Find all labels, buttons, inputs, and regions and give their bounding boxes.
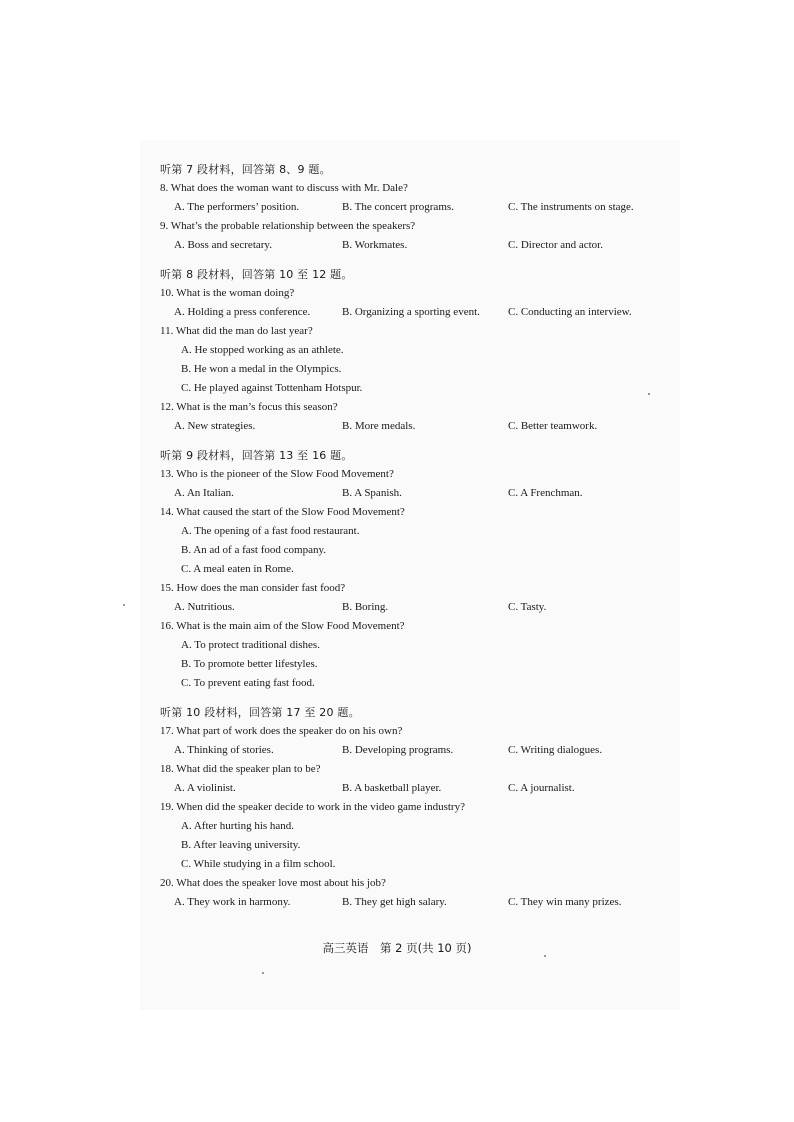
option-c: C. A Frenchman. — [508, 487, 583, 499]
question-stem: 17. What part of work does the speaker do on his own? — [160, 725, 403, 737]
section-9 — [160, 446, 660, 693]
options-row — [160, 303, 660, 322]
question-11 — [160, 322, 660, 398]
section-10 — [160, 703, 660, 912]
option-b: B. Organizing a sporting event. — [342, 306, 480, 318]
question-stem: 12. What is the man’s focus this season? — [160, 401, 338, 413]
section-header: 听第 10 段材料，回答第 17 至 20 题。 — [160, 706, 360, 719]
question-stem: 8. What does the woman want to discuss with Mr. Dale? — [160, 182, 408, 194]
question-stem: 11. What did the man do last year? — [160, 325, 313, 337]
option-c: C. To prevent eating fast food. — [181, 677, 315, 689]
option-b: B. Developing programs. — [342, 744, 454, 756]
scan-speck — [648, 393, 650, 395]
option-b: B. He won a medal in the Olympics. — [181, 363, 342, 375]
scan-speck — [123, 604, 125, 606]
question-stem: 9. What’s the probable relationship between the speakers? — [160, 220, 416, 232]
option-c: C. A journalist. — [508, 782, 575, 794]
question-19 — [160, 798, 660, 874]
option-c: C. Writing dialogues. — [508, 744, 603, 756]
question-stem: 14. What caused the start of the Slow Food Movement? — [160, 506, 405, 518]
question-12 — [160, 398, 660, 436]
option-a: A. The opening of a fast food restaurant. — [181, 525, 360, 537]
option-a: A. Nutritious. — [174, 601, 235, 613]
options-column — [160, 817, 660, 874]
section-header: 听第 7 段材料，回答第 8、9 题。 — [160, 163, 331, 176]
option-b: B. To promote better lifestyles. — [181, 658, 318, 670]
option-c: C. The instruments on stage. — [508, 201, 634, 213]
option-b: B. The concert programs. — [342, 201, 454, 213]
question-8 — [160, 179, 660, 217]
question-10 — [160, 284, 660, 322]
option-a: A. Boss and secretary. — [174, 239, 272, 251]
option-c: C. Tasty. — [508, 601, 547, 613]
options-row — [160, 741, 660, 760]
options-column — [160, 636, 660, 693]
option-a: A. An Italian. — [174, 487, 234, 499]
option-c: C. While studying in a film school. — [181, 858, 336, 870]
option-c: C. A meal eaten in Rome. — [181, 563, 294, 575]
option-c: C. Director and actor. — [508, 239, 603, 251]
option-c: C. Better teamwork. — [508, 420, 598, 432]
option-b: B. An ad of a fast food company. — [181, 544, 327, 556]
question-stem: 16. What is the main aim of the Slow Food Movement? — [160, 620, 405, 632]
options-row — [160, 484, 660, 503]
question-9 — [160, 217, 660, 255]
section-header: 听第 8 段材料，回答第 10 至 12 题。 — [160, 268, 353, 281]
option-b: B. Boring. — [342, 601, 389, 613]
question-16 — [160, 617, 660, 693]
question-13 — [160, 465, 660, 503]
question-15 — [160, 579, 660, 617]
question-stem: 13. Who is the pioneer of the Slow Food Movement? — [160, 468, 394, 480]
question-14 — [160, 503, 660, 579]
scan-speck — [262, 972, 264, 974]
option-c: C. Conducting an interview. — [508, 306, 632, 318]
options-row — [160, 236, 660, 255]
page-footer: 高三英语 第 2 页(共 10 页) — [322, 941, 472, 955]
question-stem: 18. What did the speaker plan to be? — [160, 763, 321, 775]
option-b: B. After leaving university. — [181, 839, 301, 851]
option-b: B. Workmates. — [342, 239, 408, 251]
question-17 — [160, 722, 660, 760]
option-a: A. Holding a press conference. — [174, 306, 311, 318]
options-row — [160, 779, 660, 798]
option-a: A. After hurting his hand. — [181, 820, 295, 832]
option-c: C. He played against Tottenham Hotspur. — [181, 382, 363, 394]
options-row — [160, 893, 660, 912]
question-stem: 19. When did the speaker decide to work in the video game industry? — [160, 801, 465, 813]
question-stem: 20. What does the speaker love most about his job? — [160, 877, 386, 889]
options-row — [160, 198, 660, 217]
option-a: A. The performers’ position. — [174, 201, 300, 213]
options-row — [160, 417, 660, 436]
option-b: B. More medals. — [342, 420, 416, 432]
option-a: A. Thinking of stories. — [174, 744, 274, 756]
section-7 — [160, 160, 660, 255]
section-8 — [160, 265, 660, 436]
question-20 — [160, 874, 660, 912]
question-18 — [160, 760, 660, 798]
option-a: A. To protect traditional dishes. — [181, 639, 320, 651]
option-a: A. A violinist. — [174, 782, 236, 794]
option-a: A. He stopped working as an athlete. — [181, 344, 344, 356]
listening-questions — [160, 160, 660, 922]
options-column — [160, 522, 660, 579]
option-a: A. They work in harmony. — [174, 896, 291, 908]
options-column — [160, 341, 660, 398]
option-b: B. A Spanish. — [342, 487, 402, 499]
options-row — [160, 598, 660, 617]
option-c: C. They win many prizes. — [508, 896, 622, 908]
question-stem: 15. How does the man consider fast food? — [160, 582, 346, 594]
section-header: 听第 9 段材料，回答第 13 至 16 题。 — [160, 449, 353, 462]
option-b: B. They get high salary. — [342, 896, 447, 908]
question-stem: 10. What is the woman doing? — [160, 287, 295, 299]
option-b: B. A basketball player. — [342, 782, 442, 794]
scan-speck — [544, 955, 546, 957]
option-a: A. New strategies. — [174, 420, 256, 432]
